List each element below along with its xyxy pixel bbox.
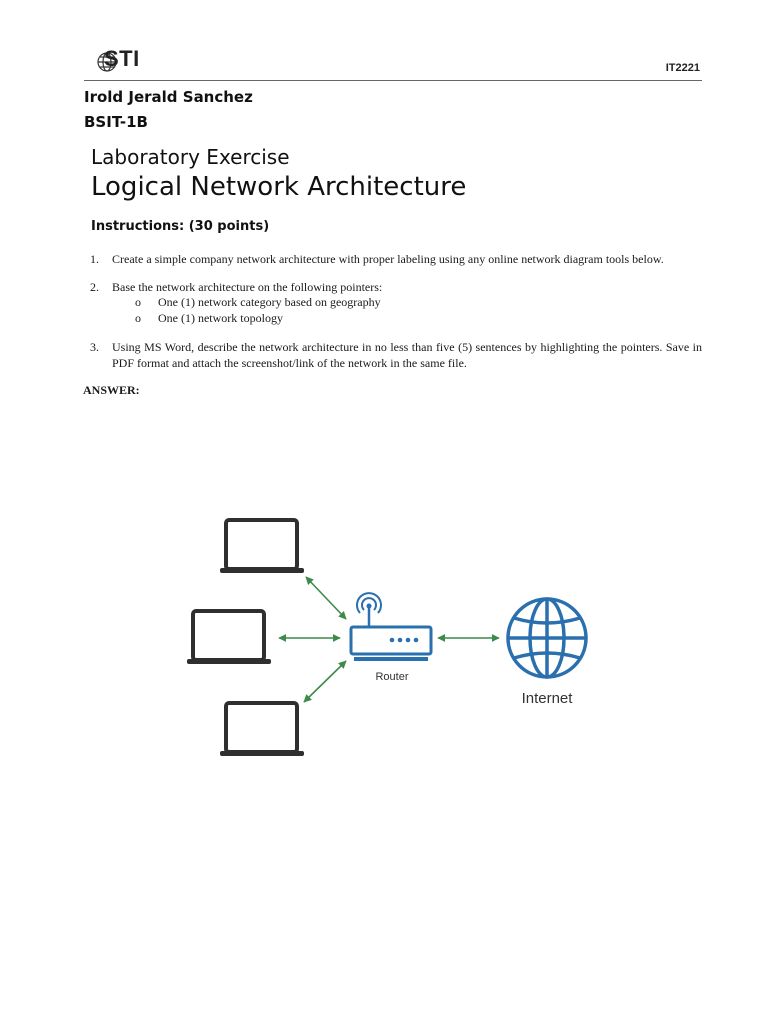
logo-text: STI [104, 46, 140, 71]
laptop-icon [220, 703, 304, 756]
author-name: Irold Jerald Sanchez [84, 88, 253, 106]
link-arrow [304, 661, 346, 702]
document-subtitle: Laboratory Exercise [91, 145, 290, 169]
instruction-text: Using MS Word, describe the network architecture in no less than five (5) sentences by highlighting the pointers. Save in PDF format and attach the screenshot/link of the network in the same file. [112, 340, 702, 370]
globe-icon [508, 599, 586, 677]
laptop-icon [220, 520, 304, 573]
bullet-marker: o [135, 295, 141, 309]
instructions-heading: Instructions: (30 points) [91, 219, 270, 234]
bullet-marker: o [135, 311, 141, 325]
router-label: Router [375, 671, 409, 683]
author-section: BSIT-1B [84, 113, 148, 131]
course-code: IT2221 [665, 62, 700, 74]
instruction-text: Create a simple company network architecture with proper labeling using any online network diagram tools below. [112, 252, 664, 266]
instruction-text: Base the network architecture on the following pointers: [112, 280, 383, 294]
bullet-text: One (1) network topology [158, 311, 283, 325]
instruction-number: 3. [90, 340, 99, 354]
answer-label: ANSWER: [83, 383, 140, 397]
bullet-text: One (1) network category based on geography [158, 295, 381, 309]
laptop-icon [187, 611, 271, 664]
internet-label: Internet [521, 690, 573, 707]
router-icon [351, 593, 431, 661]
instruction-number: 2. [90, 280, 99, 294]
document-title: Logical Network Architecture [91, 172, 467, 202]
link-arrow [306, 577, 346, 619]
instruction-number: 1. [90, 252, 99, 266]
